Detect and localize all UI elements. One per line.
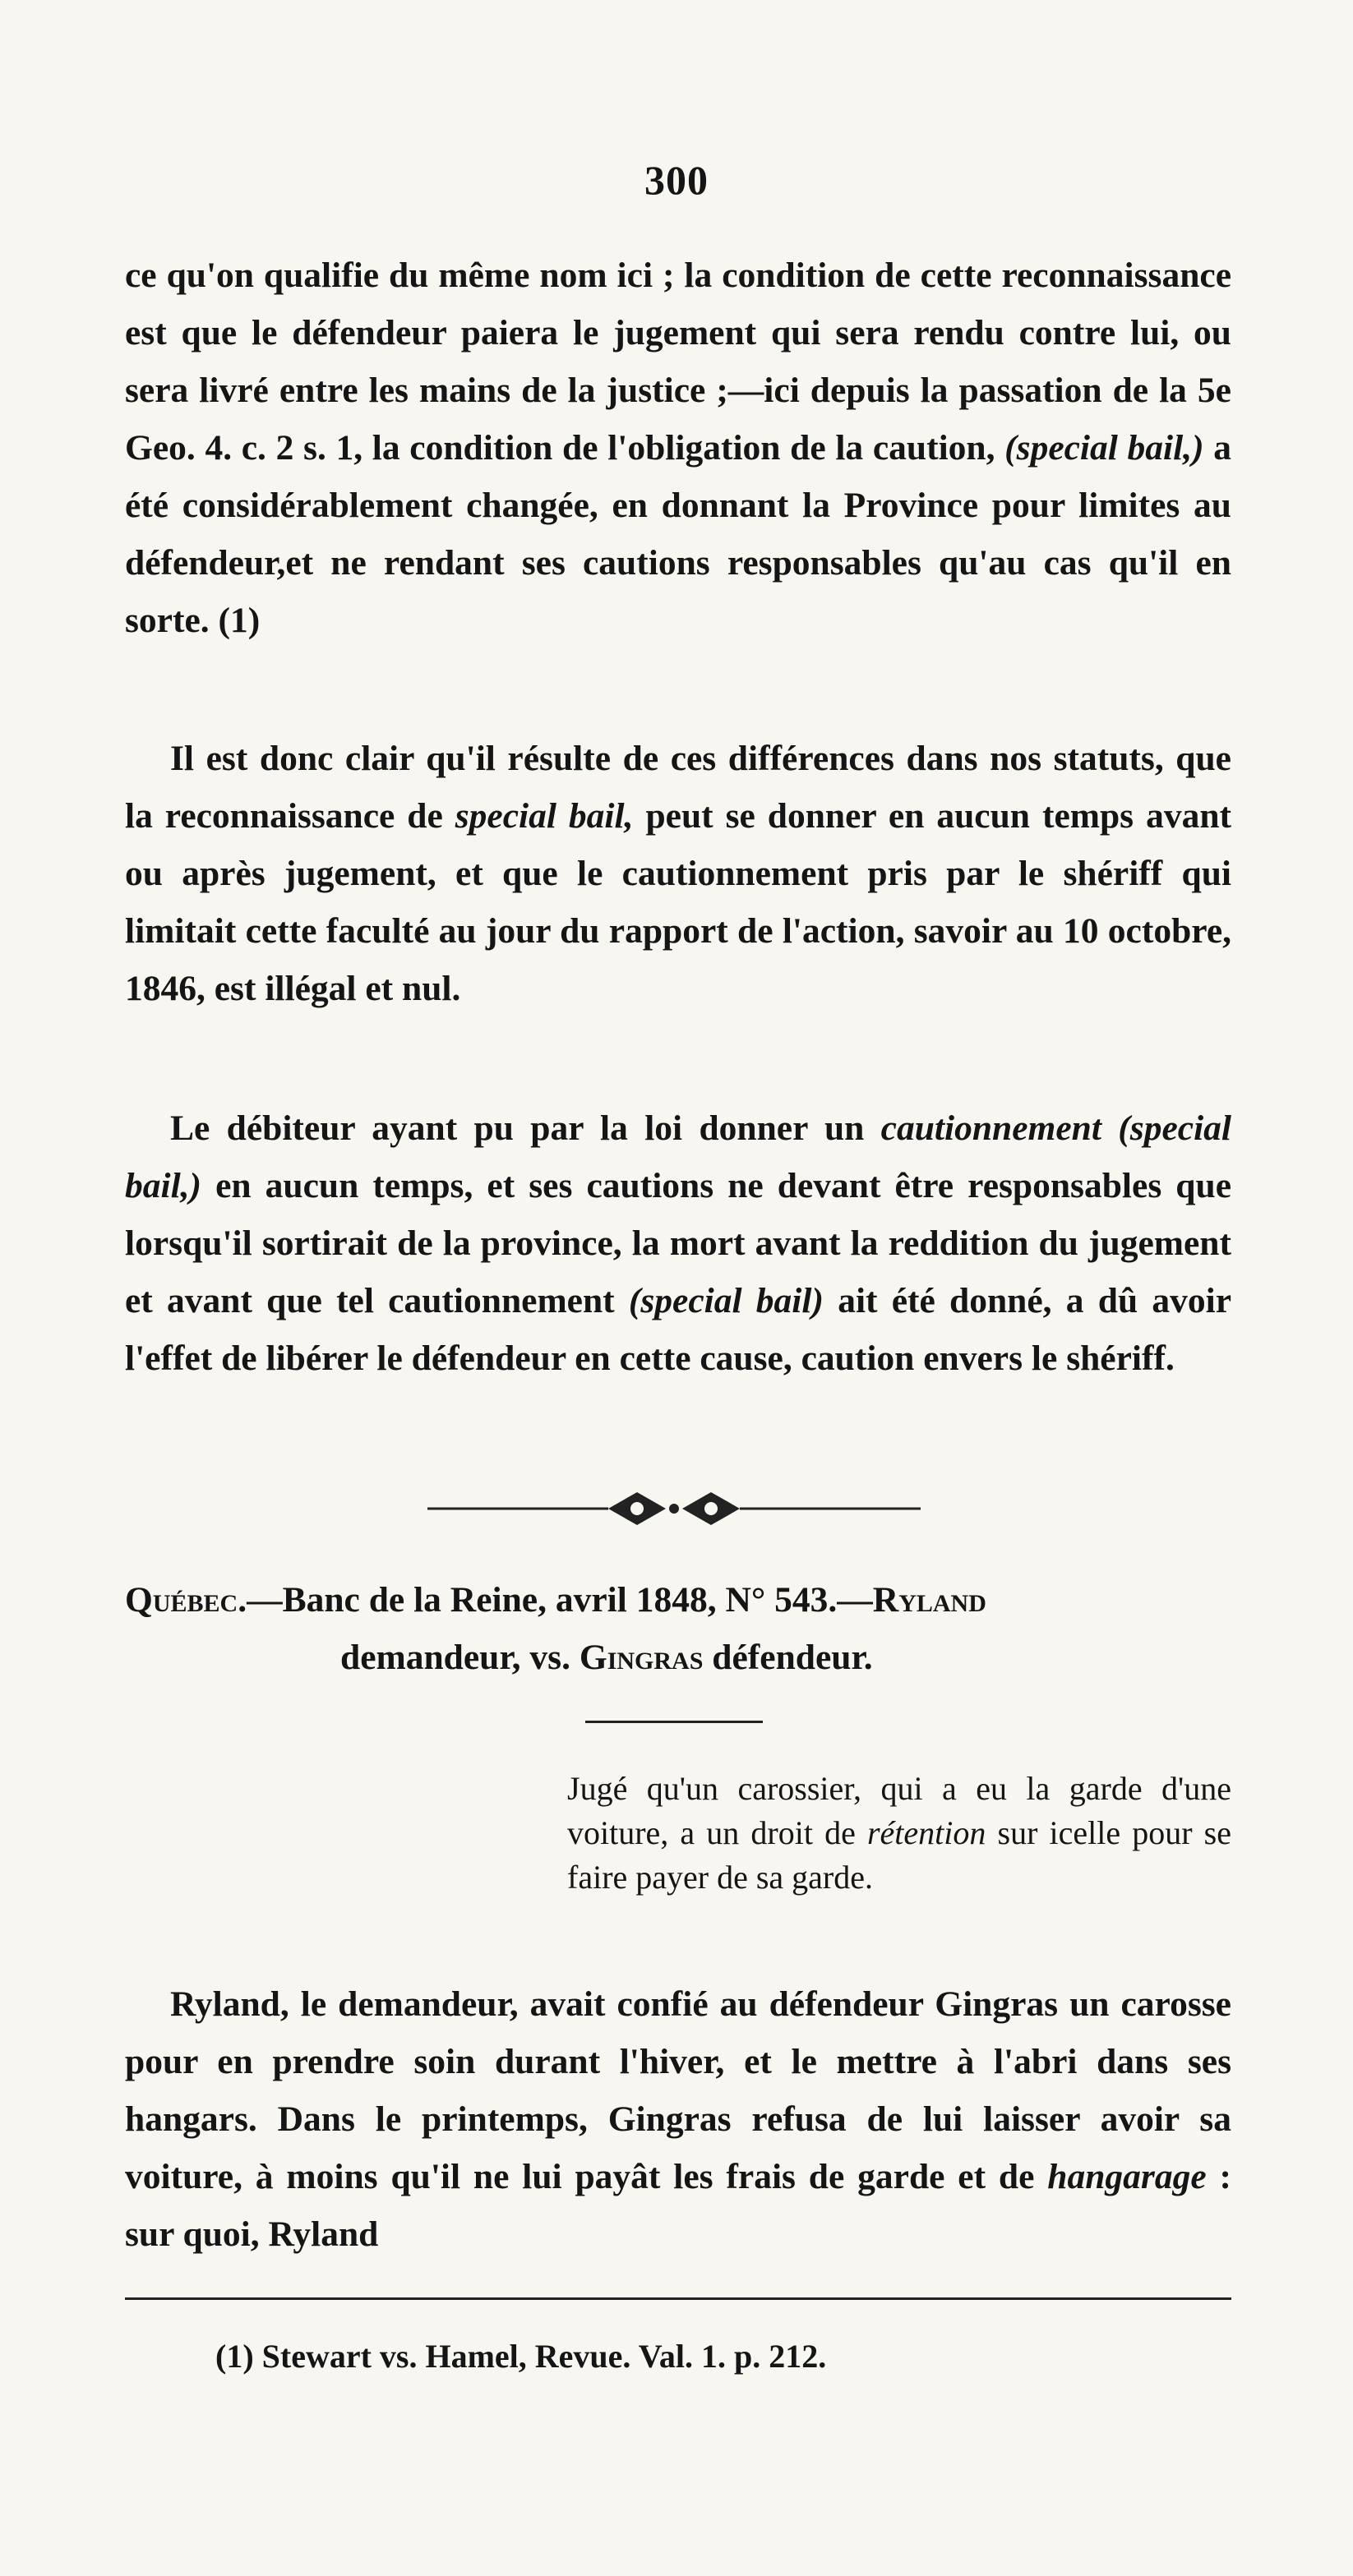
page-number: 300	[644, 157, 709, 203]
case-defendant: Gingras	[579, 1638, 704, 1677]
paragraph-2: Il est donc clair qu'il résulte de ces différences dans nos statuts, que la reconnaissance de special bail, peut se donner en aucun temps avant ou après jugement, et que le cautionnement pris par le shériff qui limitait cette faculté au jour du rapport de l'action, savoir au 10 octobre, 1846, est illégal et nul.	[125, 739, 1232, 1008]
section-rule	[585, 1721, 763, 1723]
ornament-divider	[427, 1484, 921, 1533]
headnote: Jugé qu'un carossier, qui a eu la garde d'une voiture, a un droit de rétention sur icelle pour se faire payer de sa garde.	[567, 1770, 1231, 1896]
case-city: Québec	[125, 1580, 238, 1620]
paragraph-4: Ryland, le demandeur, avait confié au défendeur Gingras un carosse pour en prendre soin durant l'hiver, et le mettre à l'abri dans ses hangars. Dans le printemps, Gingras refusa de lui laisser avoir sa voiture, à moins qu'il ne lui payât les frais de garde et de hangarage : sur quoi, Ryland	[125, 1984, 1231, 2254]
case-plaintiff: Ryland	[872, 1580, 986, 1620]
paragraph-1: ce qu'on qualifie du même nom ici ; la condition de cette reconnaissance est que le défendeur paiera le jugement qui sera rendu contre lui, ou sera livré entre les mains de la justice ;—ici depuis la passation de la 5e Geo. 4. c. 2 s. 1, la condition de l'obligation de la caution, (special bail,) a été considérablement changée, en donnant la Province pour limites au défendeur,et ne rendant ses cautions responsables qu'au cas qu'il en sorte. (1)	[125, 256, 1231, 640]
case-heading: Québec.—Banc de la Reine, avril 1848, N° 543.—Ryland demandeur, vs. Gingras défendeur.	[125, 1580, 986, 1677]
paragraph-3: Le débiteur ayant pu par la loi donner un cautionnement (special bail,) en aucun temps, et ses cautions ne devant être responsables que lorsqu'il sortirait de la province, la mort avant la reddition du jugement et avant que tel cautionnement (special bail) ait été donné, a dû avoir l'effet de libérer le défendeur en cette cause, caution envers le shériff.	[125, 1108, 1231, 1378]
case-court-date: .—Banc de la Reine, avril 1848, N° 543.—	[238, 1580, 873, 1620]
footnote: (1) Stewart vs. Hamel, Revue. Val. 1. p. 212.	[215, 2338, 827, 2375]
footnote-rule	[125, 2297, 1231, 2300]
